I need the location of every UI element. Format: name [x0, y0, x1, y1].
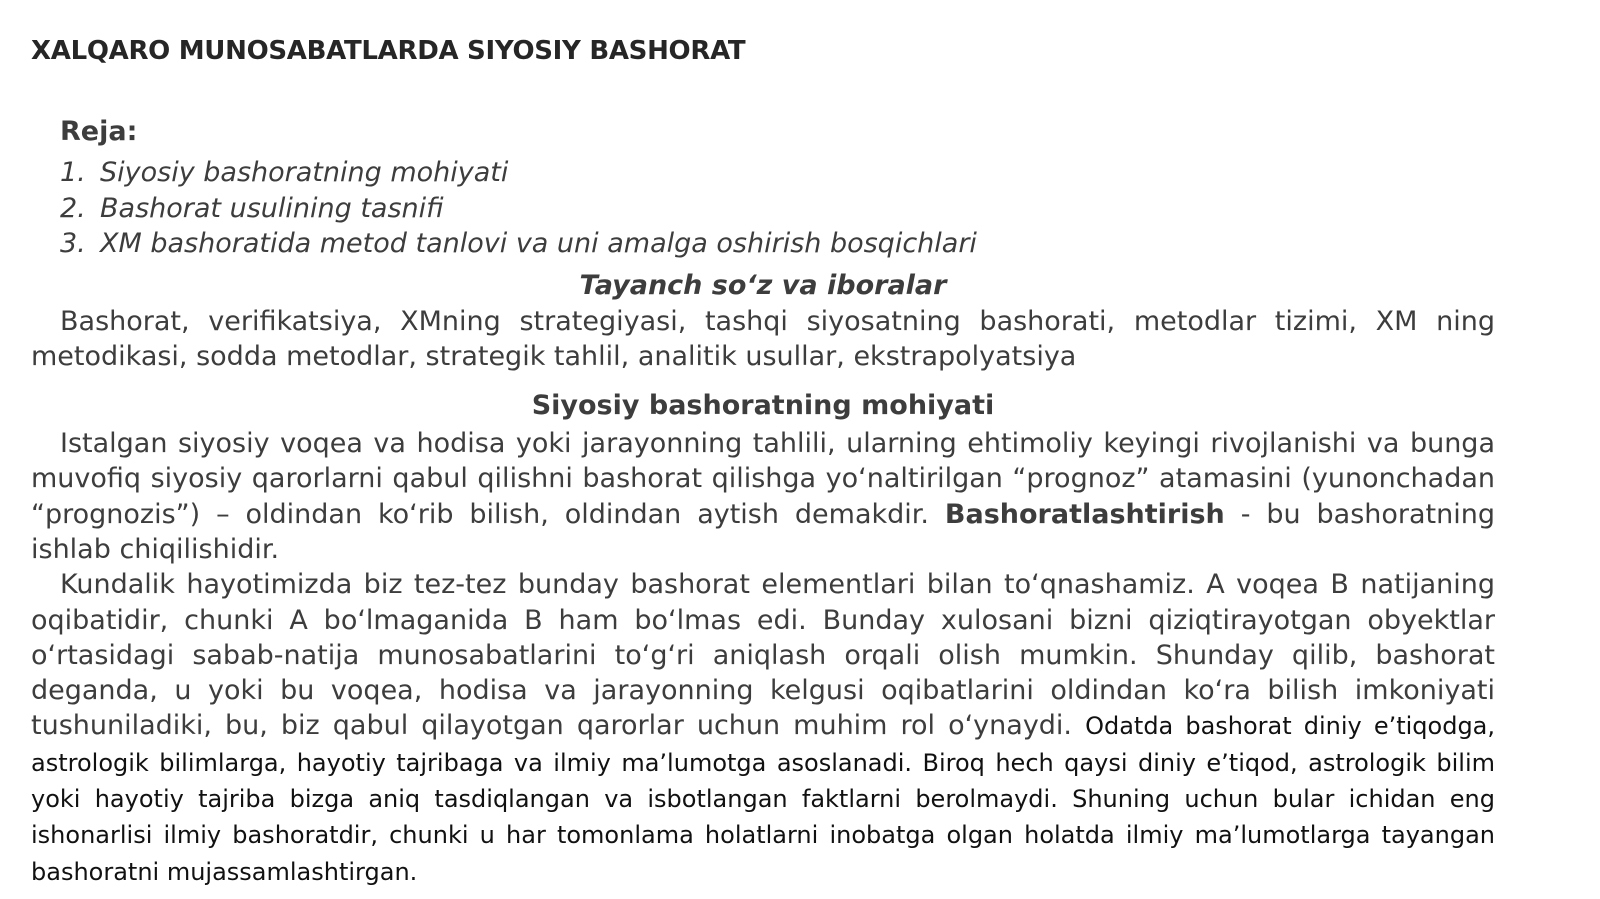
body-paragraph-1 [31, 426, 1495, 567]
plan-item [60, 226, 1495, 262]
plan-heading: Reja: [60, 116, 138, 147]
body-paragraph-2 [31, 567, 1495, 890]
paragraph-text-dark: Odatda bashorat diniy e’tiqodga, astrologik bilimlarga, hayotiy tajribaga va ilmiy ma’lumotga asoslanadi. Biroq hech qaysi diniy e’tiqod, astrologik bilim yoki hayotiy tajriba bizga aniq tasdiqlangan va isbotlangan faktlarni berolmaydi. Shuning uchun bular ichidan eng ishonarlisi ilmiy bashoratdir, chunki u har tomonlama holatlarni inobatga olgan holatda ilmiy ma’lumotlarga tayangan bashoratni mujassamlashtirgan. [31, 712, 1496, 886]
paragraph-text: - bu bashoratning ishlab chiqilishidir. [31, 498, 1495, 565]
paragraph-text: Kundalik hayotimizda biz tez-tez bunday bashorat elementlari bilan to‘qnashamiz. A voqea B natijaning oqibatidir, chunki A bo‘lmaganida B ham bo‘lmas edi. Bunday xulosani bizni qiziqtirayotgan obyektlar o‘rtasidagi sabab-natija munosabatlarini to‘g‘ri aniqlash orqali olish mumkin. Shunday qilib, bashorat deganda, u yoki bu voqea, hodisa va jarayonning kelgusi oqibatlarini oldindan ko‘ra bilish imkoniyati tushuniladiki, bu, biz qabul qilayotgan qarorlar uchun muhim rol o‘ynaydi. [31, 569, 1495, 742]
plan-item-text: Bashorat usulining tasnifi [100, 192, 444, 224]
document-title: XALQARO MUNOSABATLARDA SIYOSIY BASHORAT [31, 36, 746, 66]
plan-item-number: 1. [60, 157, 86, 188]
plan-item-text: XM bashoratida metod tanlovi va uni amalga oshirish bosqichlari [100, 228, 977, 259]
keywords-heading: Tayanch so‘z va iboralar [579, 269, 947, 301]
plan-item [60, 191, 1495, 227]
plan-item-text: Siyosiy bashoratning mohiyati [100, 157, 509, 188]
plan-item-number: 3. [60, 228, 86, 259]
plan-item-number: 2. [60, 192, 86, 224]
bold-term: Bashoratlashtirish [944, 498, 1225, 530]
keywords-paragraph: Bashorat, verifikatsiya, XMning strategiyasi, tashqi siyosatning bashorati, metodlar tizimi, XM ning metodikasi, sodda metodlar, strategik tahlil, analitik usullar, ekstrapolyatsiya [31, 305, 1495, 372]
section-heading: Siyosiy bashoratning mohiyati [531, 390, 995, 422]
plan-item [60, 155, 1495, 191]
paragraph-text: Istalgan siyosiy voqea va hodisa yoki jarayonning tahlili, ularning ehtimoliy keyingi rivojlanishi va bunga muvofiq siyosiy qarorlarni qabul qilishni bashorat qilishga yo‘naltirilgan “prognoz” atamasini (yunonchadan “prognozis”) – oldindan ko‘rib bilish, oldindan aytish demakdir. [31, 428, 1495, 530]
plan-list [60, 155, 1495, 262]
